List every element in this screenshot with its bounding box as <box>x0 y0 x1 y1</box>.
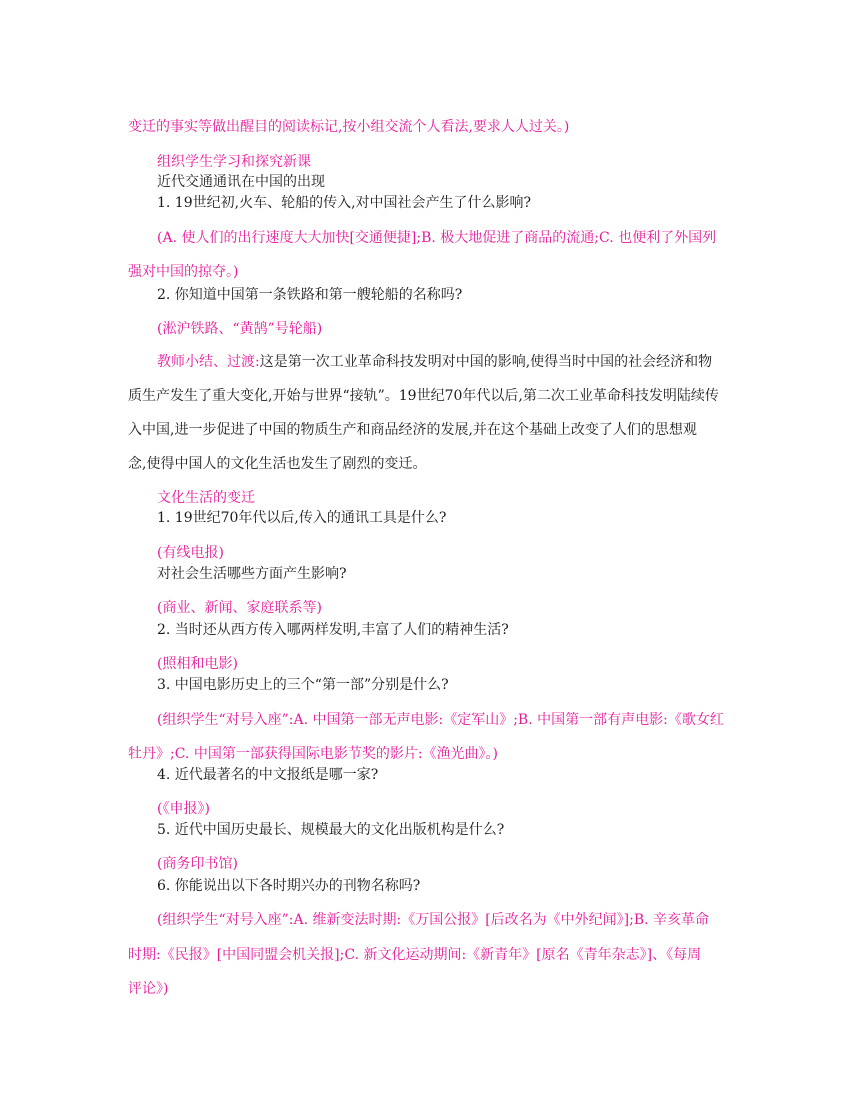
answer-8-line-2: 时期:《民报》[中国同盟会机关报];C. 新文化运动期间:《新青年》[原名《青年杂志》]、《每周 <box>128 947 702 963</box>
teacher-summary-line-4: 念,使得中国人的文化生活也发生了剧烈的变迁。 <box>128 456 427 472</box>
answer-1-line-1: (A. 使人们的出行速度大大加快[交通便捷];B. 极大地促进了商品的流通;C. 也便利了外国列 <box>157 230 717 246</box>
answer-7: (商务印书馆) <box>157 856 238 872</box>
answer-8-line-3: 评论》) <box>128 981 169 997</box>
teacher-summary-line-1 <box>157 352 712 372</box>
teacher-summary-text: 这是第一次工业革命科技发明对中国的影响,使得当时中国的社会经济和物 <box>259 354 713 370</box>
teacher-summary-line-2: 质生产发生了重大变化,开始与世界“接轨”。19世纪70年代以后,第二次工业革命科技发明陆续传 <box>128 388 719 404</box>
answer-4: (照相和电影) <box>157 656 238 672</box>
teacher-summary-label: 教师小结、过渡: <box>157 354 260 370</box>
section-heading-culture: 文化生活的变迁 <box>157 490 255 506</box>
question-3: 1. 19世纪70年代以后,传入的通讯工具是什么? <box>157 510 447 526</box>
question-3b: 对社会生活哪些方面产生影响? <box>157 566 347 582</box>
question-6: 4. 近代最著名的中文报纸是哪一家? <box>157 767 379 783</box>
answer-1-line-2: 强对中国的掠夺。) <box>128 264 239 280</box>
answer-2: (淞沪铁路、“黄鹄”号轮船) <box>157 321 323 337</box>
section-heading-study: 组织学生学习和探究新课 <box>157 154 311 170</box>
answer-5-line-1: (组织学生“对号入座”:A. 中国第一部无声电影:《定军山》;B. 中国第一部有声电影:《歌女红 <box>157 712 724 728</box>
intro-continuation: 变迁的事实等做出醒目的阅读标记,按小组交流个人看法,要求人人过关。) <box>128 119 570 135</box>
teacher-summary-line-3: 入中国,进一步促进了中国的物质生产和商品经济的发展,并在这个基础上改变了人们的思想观 <box>128 422 697 438</box>
answer-3: (有线电报) <box>157 545 224 561</box>
question-4: 2. 当时还从西方传入哪两样发明,丰富了人们的精神生活? <box>157 622 509 638</box>
answer-6: (《申报》) <box>157 801 210 817</box>
question-8: 6. 你能说出以下各时期兴办的刊物名称吗? <box>157 878 421 894</box>
question-2: 2. 你知道中国第一条铁路和第一艘轮船的名称吗? <box>157 287 463 303</box>
answer-5-line-2: 牡丹》;C. 中国第一部获得国际电影节奖的影片:《渔光曲》。) <box>128 746 499 762</box>
question-7: 5. 近代中国历史最长、规模最大的文化出版机构是什么? <box>157 822 505 838</box>
answer-3b: (商业、新闻、家庭联系等) <box>157 600 322 616</box>
question-5: 3. 中国电影历史上的三个“第一部”分别是什么? <box>157 677 449 693</box>
answer-8-line-1: (组织学生“对号入座”:A. 维新变法时期:《万国公报》[后改名为《中外纪闻》];B. 辛亥革命 <box>157 912 710 928</box>
subheading-transport: 近代交通通讯在中国的出现 <box>157 174 325 190</box>
question-1: 1. 19世纪初,火车、轮船的传入,对中国社会产生了什么影响? <box>157 195 532 211</box>
